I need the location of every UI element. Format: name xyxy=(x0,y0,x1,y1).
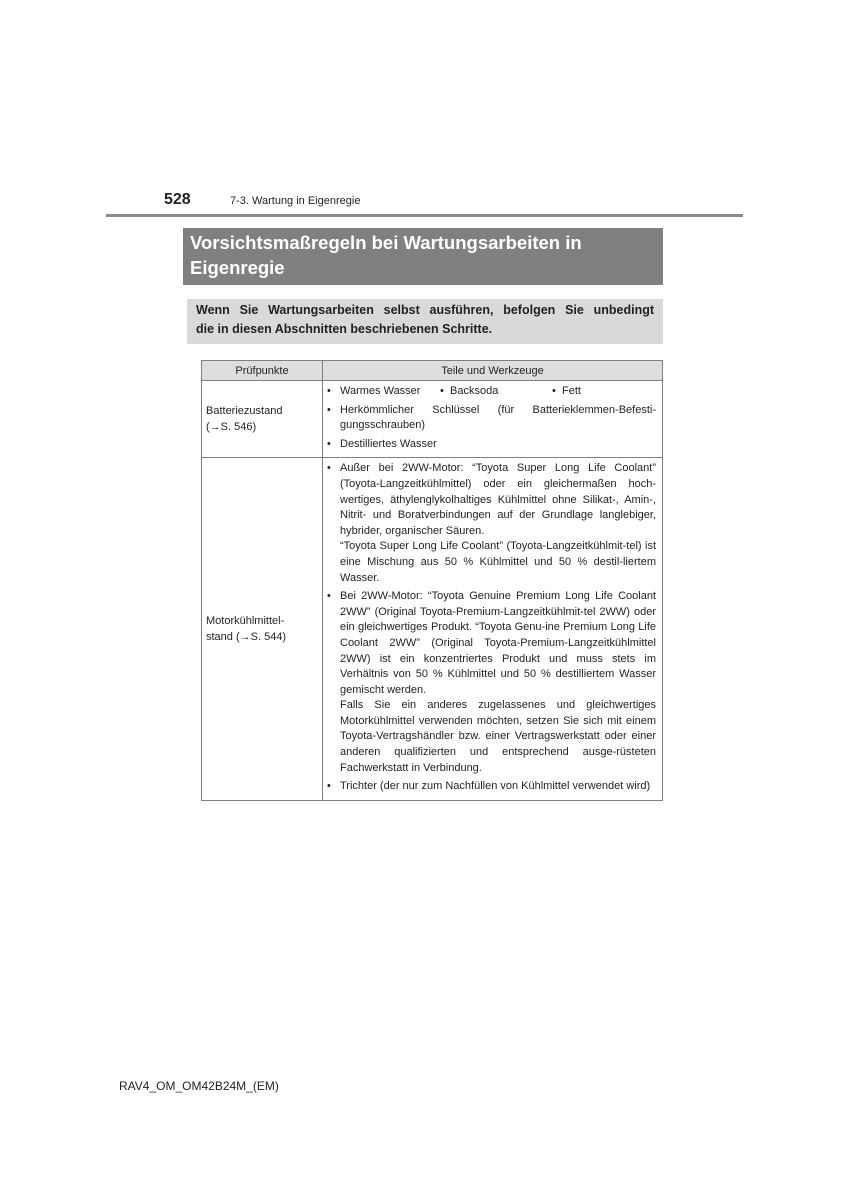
parts-list xyxy=(327,461,656,794)
list-item xyxy=(327,437,656,453)
list-item xyxy=(327,403,656,434)
list-item xyxy=(327,589,656,776)
tools-table xyxy=(201,360,663,801)
section-reference: 7-3. Wartung in Eigenregie xyxy=(230,195,361,207)
check-item-cell xyxy=(202,381,323,458)
list-item xyxy=(327,461,656,586)
bullet-icon: • xyxy=(327,403,331,416)
column-header-checkpoints: Prüfpunkte xyxy=(202,361,323,381)
part-item: Bei 2WW-Motor: “Toyota Genuine Premium Long Life Coolant 2WW” (Original Toyota-Premium-Langzeitkühlmit-tel 2WW) oder ein gleichwertiges Produkt. “Toyota Genu-ine Premium Long Life Coolant 2WW” (Original Toyota-Premium-Langzeitkühlmittel 2WW) ist ein konzentriertes Produkt und muss stets im Verhältnis von 50 % Kühlmittel und 50 % destilliertem Wasser gemischt werden. xyxy=(340,590,656,696)
part-note: “Toyota Super Long Life Coolant” (Toyota-Langzeitkühlmit-tel) ist eine Mischung aus 50 % Kühlmittel und 50 % destil-liertem Wasser. xyxy=(340,540,656,584)
bullet-icon: • xyxy=(327,590,331,603)
part-note: Falls Sie ein anderes zugelassenes und gleichwertiges Motorkühlmittel verwenden möchten, setzen Sie sich mit einem Toyota-Vertragshändler bzw. einer Vertragswerkstatt oder einer anderen qualifizierten und entsprechend ausge-rüsteten Fachwerkstatt in Verbindung. xyxy=(340,699,656,774)
column-header-parts-tools: Teile und Werkzeuge xyxy=(323,361,663,381)
check-item-line: (→S. 546) xyxy=(206,421,257,434)
footer-document-code: RAV4_OM_OM42B24M_(EM) xyxy=(119,1079,279,1093)
list-item xyxy=(327,384,656,400)
intro-line-1: Wenn Sie Wartungsarbeiten selbst ausführen, befolgen Sie unbedingt xyxy=(196,303,654,317)
part-item: Warmes Wasser xyxy=(340,385,421,397)
bullet-icon: • xyxy=(440,385,444,397)
parts-cell xyxy=(323,458,663,800)
part-item: Backsoda xyxy=(450,385,499,397)
check-item-cell xyxy=(202,458,323,800)
section-title-box xyxy=(183,228,663,285)
list-item xyxy=(327,779,656,795)
bullet-icon: • xyxy=(552,385,556,397)
table-row xyxy=(202,381,663,458)
part-item: Destilliertes Wasser xyxy=(340,437,437,450)
section-title-line-2: Eigenregie xyxy=(190,257,285,278)
intro-line-2: die in diesen Abschnitten beschriebenen Schritte. xyxy=(196,322,493,336)
part-item: Fett xyxy=(562,385,581,397)
parts-list xyxy=(327,384,656,452)
part-item: Außer bei 2WW-Motor: “Toyota Super Long Life Coolant” (Toyota-Langzeitkühlmittel) oder ein gleichermaßen hoch-wertiges, äthylenglykolhaltiges Kühlmittel ohne Silikat-, Amin-, Nitrit- und Boratverbindungen auf der Grundlage langlebiger, hybrider, organischer Säuren. xyxy=(340,462,656,537)
check-item-line: Motorkühlmittel- xyxy=(206,615,285,628)
parts-cell xyxy=(323,381,663,458)
table-row xyxy=(202,458,663,800)
section-title-line-1: Vorsichtsmaßregeln bei Wartungsarbeiten in xyxy=(190,232,582,253)
intro-notice-box xyxy=(187,299,663,344)
check-item-line: Batteriezustand xyxy=(206,405,283,418)
part-item: Trichter (der nur zum Nachfüllen von Kühlmittel verwendet wird) xyxy=(340,780,651,793)
bullet-icon: • xyxy=(327,462,331,475)
check-item-line: stand (→S. 544) xyxy=(206,631,287,644)
header-divider xyxy=(106,214,743,217)
table-header-row xyxy=(202,361,663,381)
bullet-icon: • xyxy=(327,780,331,793)
bullet-icon: • xyxy=(327,385,331,397)
bullet-icon: • xyxy=(327,437,331,450)
page-number: 528 xyxy=(164,191,191,208)
part-item: Herkömmlicher Schlüssel (für Batterieklemmen-Befesti-gungsschrauben) xyxy=(340,403,656,432)
